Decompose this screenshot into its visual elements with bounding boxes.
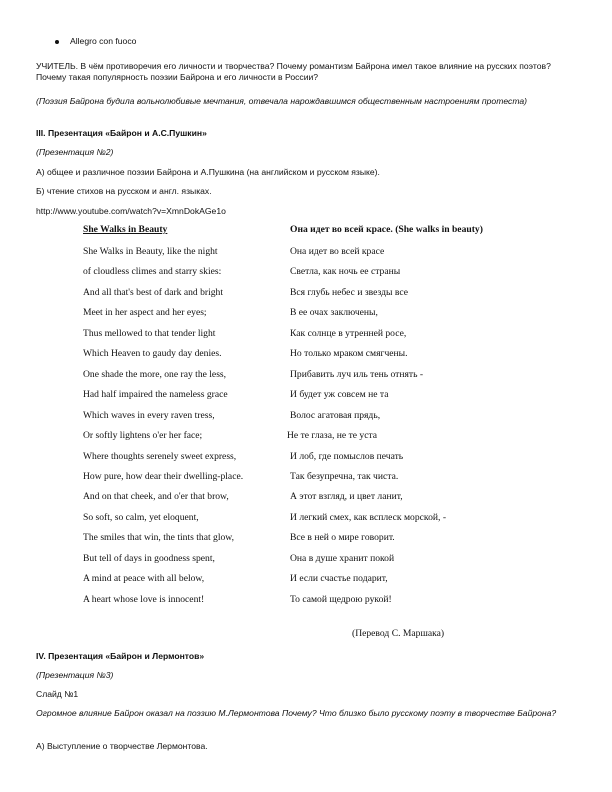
poem-line-en: Where thoughts serenely sweet express,: [83, 450, 237, 462]
poem-line: [0, 471, 612, 491]
poem-line: [0, 307, 612, 327]
poem-title-ru: Она идет во всей красе. (She walks in beauty): [290, 224, 483, 235]
poem-line-en: Or softly lightens o'er her face;: [83, 430, 203, 442]
poem-line-en: The smiles that win, the tints that glow,: [83, 532, 234, 544]
section4-item-a: А) Выступление о творчестве Лермонтова.: [36, 741, 208, 751]
poem-line-en: Thus mellowed to that tender light: [83, 327, 216, 339]
poem-line-en: Which Heaven to gaudy day denies.: [83, 348, 222, 360]
bullet-item: Allegro con fuoco: [70, 36, 137, 46]
poem-line: [0, 410, 612, 430]
poem-line: [0, 348, 612, 368]
poem-line-en: But tell of days in goodness spent,: [83, 552, 215, 564]
poem-line-ru: В ее очах заключены,: [290, 307, 378, 319]
poem-line-en: How pure, how dear their dwelling-place.: [83, 470, 244, 482]
poem-line: [0, 246, 612, 266]
poem-line-ru: Она в душе хранит покой: [290, 552, 395, 564]
poem-line-ru: Светла, как ночь ее страны: [290, 266, 401, 278]
poem-line-ru: И будет уж совсем не та: [290, 389, 389, 401]
section3-item-b: Б) чтение стихов на русском и англ. языках.: [36, 186, 212, 196]
section3-presentation-number: (Презентация №2): [36, 147, 114, 157]
bullet-icon: [55, 40, 59, 44]
poem-line-en: And all that's best of dark and bright: [83, 286, 224, 298]
poem-line: [0, 532, 612, 552]
poem-line: [0, 266, 612, 286]
poem-line-ru: Не те глаза, не те уста: [287, 430, 378, 442]
poem-line: [0, 573, 612, 593]
poem-line: [0, 430, 612, 450]
section4-question: Огромное влияние Байрон оказал на поэзию М.Лермонтова Почему? Что близко было русскому поэту в творчестве Байрона?: [36, 708, 557, 718]
translator-credit: (Перевод С. Маршака): [352, 628, 445, 639]
section3-heading: III. Презентация «Байрон и А.С.Пушкин»: [36, 128, 207, 138]
poem-line-en: One shade the more, one ray the less,: [83, 368, 227, 380]
section3-item-a: А) общее и различное поэзии Байрона и А.Пушкина (на английском и русском языке).: [36, 167, 380, 177]
poem-line-en: Which waves in every raven tress,: [83, 409, 215, 421]
poem-line: [0, 491, 612, 511]
poem-line-ru: И если счастье подарит,: [290, 573, 388, 585]
poem-line-ru: Волос агатовая прядь,: [290, 409, 381, 421]
poem-line-ru: И легкий смех, как всплеск морской, -: [290, 511, 447, 523]
poem-line-ru: Так безупречна, так чиста.: [290, 470, 399, 482]
poem-line-ru: И лоб, где помыслов печать: [290, 450, 404, 462]
poem-line-en: of cloudless climes and starry skies:: [83, 266, 222, 278]
poem-line: [0, 451, 612, 471]
poem-line: [0, 594, 612, 614]
poem-line-ru: То самой щедрою рукой!: [290, 593, 392, 605]
poem-line-ru: Вся глубь небес и звезды все: [290, 286, 408, 298]
poem-line: [0, 553, 612, 573]
poem-line: [0, 369, 612, 389]
teacher-question: УЧИТЕЛЬ. В чём противоречия его личности и творчества? Почему романтизм Байрона имел такое влияние на русских поэтов? Почему такая популярность поэзии Байрона и его личности в России?: [36, 61, 551, 82]
poem-title-en: She Walks in Beauty: [83, 224, 168, 235]
poem-line-ru: Но только мраком смягчены.: [290, 348, 408, 360]
poem-line-ru: Все в ней о мире говорит.: [290, 532, 395, 544]
section4-heading: IV. Презентация «Байрон и Лермонтов»: [36, 651, 205, 661]
poem-line-en: Meet in her aspect and her eyes;: [83, 307, 207, 319]
poem-line-ru: Она идет во всей красе: [290, 246, 385, 257]
poem-line-en: So soft, so calm, yet eloquent,: [83, 511, 199, 523]
poem-line: [0, 287, 612, 307]
poem-line-en: She Walks in Beauty, like the night: [83, 246, 218, 257]
poem-line-en: Had half impaired the nameless grace: [83, 389, 228, 401]
poem-line-en: And on that cheek, and o'er that brow,: [83, 491, 229, 503]
teacher-question-answer: (Поэзия Байрона будила вольнолюбивые мечтания, отвечала нарождавшимся общественным настроениям протеста): [36, 96, 528, 106]
poem-line: [0, 512, 612, 532]
poem-line-ru: Прибавить луч иль тень отнять -: [290, 368, 424, 380]
poem-line-ru: А этот взгляд, и цвет ланит,: [290, 491, 403, 503]
youtube-link[interactable]: http://www.youtube.com/watch?v=XmnDokAGe1o: [36, 206, 226, 216]
poem-line: [0, 389, 612, 409]
poem-line: [0, 328, 612, 348]
section4-presentation-number: (Презентация №3): [36, 670, 114, 680]
poem-line-en: A heart whose love is innocent!: [83, 593, 205, 605]
poem-line-ru: Как солнце в утренней росе,: [290, 327, 407, 339]
section4-slide: Слайд №1: [36, 689, 79, 699]
poem-line-en: A mind at peace with all below,: [83, 573, 205, 585]
